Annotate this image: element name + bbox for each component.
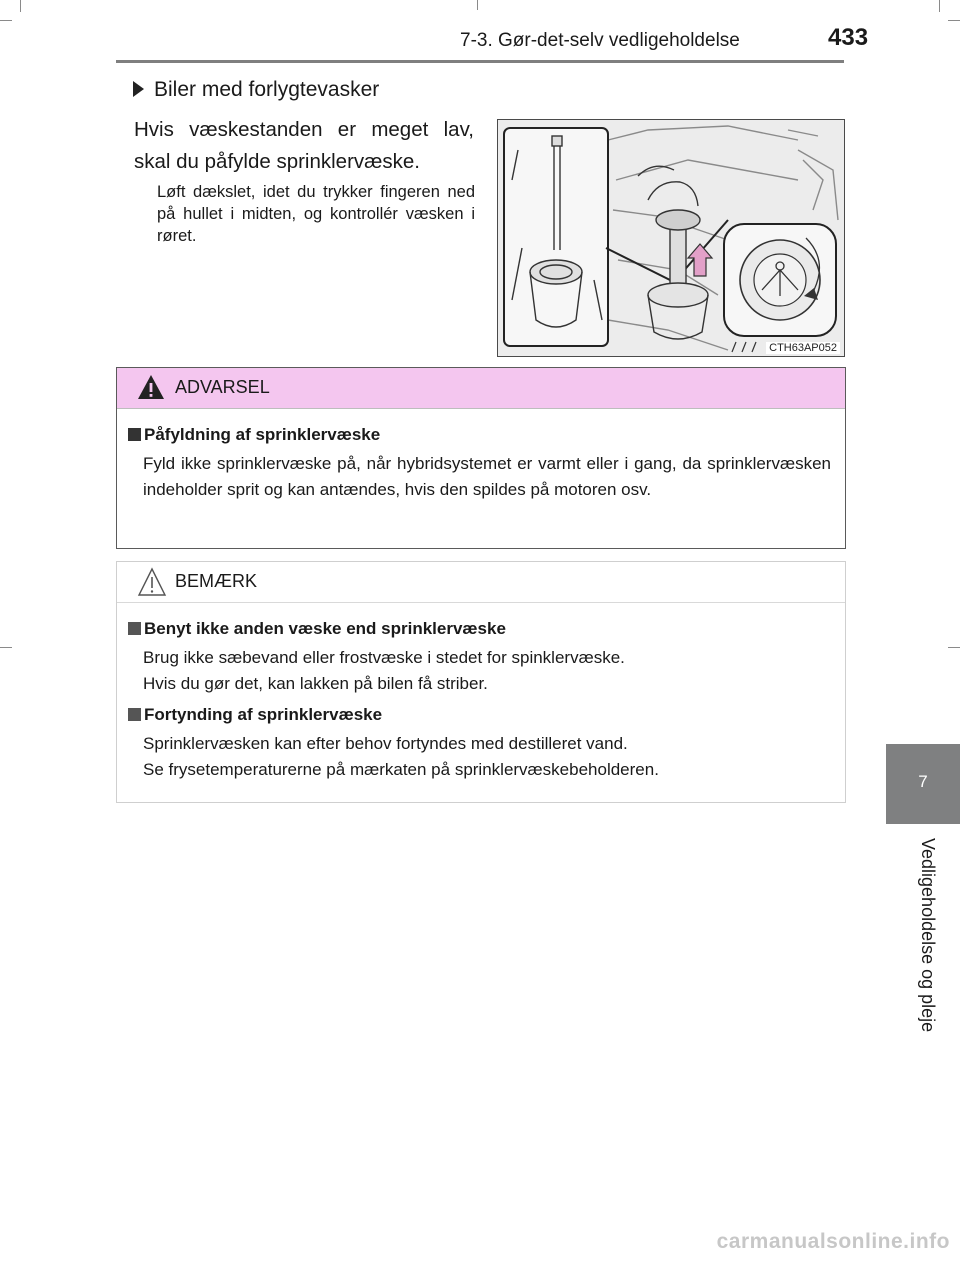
- crop-mark: [948, 647, 960, 648]
- crop-mark: [477, 0, 478, 10]
- crop-mark: [0, 20, 12, 21]
- instruction-paragraph: Løft dækslet, idet du trykker fingeren ned på hullet i midten, og kontrollér væsken i røret.: [157, 183, 475, 245]
- notice-box: [116, 561, 846, 803]
- triangle-bullet-icon: [133, 81, 144, 97]
- warning-body: [117, 409, 845, 525]
- notice-item-text: Brug ikke sæbevand eller frostvæske i stedet for spinklervæske. Hvis du gør det, kan lakken på bilen få striber.: [143, 648, 625, 693]
- illustration-drawing: [498, 120, 844, 356]
- square-bullet-icon: [128, 622, 141, 635]
- page-number: 433: [828, 24, 869, 51]
- watermark-site: carmanualsonline.info: [716, 1230, 950, 1253]
- notice-item-heading: Benyt ikke anden væske end sprinklervæske: [128, 619, 831, 639]
- crop-mark: [0, 647, 12, 648]
- chapter-number: 7: [886, 744, 960, 824]
- crop-mark: [948, 20, 960, 21]
- crop-mark: [939, 0, 940, 12]
- warning-title: ADVARSEL: [175, 377, 270, 397]
- section-title: 7-3. Gør-det-selv vedligeholdelse: [460, 30, 740, 51]
- notice-item-text: Sprinklervæsken kan efter behov fortyndes med destilleret vand. Se frysetemperaturerne på mærkaten på sprinklervæskebeholderen.: [143, 734, 659, 779]
- crop-mark: [20, 0, 21, 12]
- notice-body: [117, 603, 845, 805]
- warning-triangle-icon: [137, 373, 165, 406]
- square-bullet-icon: [128, 708, 141, 721]
- square-bullet-icon: [128, 428, 141, 441]
- notice-item-heading: Fortynding af sprinklervæske: [128, 705, 831, 725]
- notice-title: BEMÆRK: [175, 571, 258, 591]
- chapter-tab: [886, 744, 960, 1048]
- notice-triangle-icon: [137, 567, 167, 602]
- figure-code: CTH63AP052: [766, 342, 840, 354]
- intro-paragraph: Hvis væskestanden er meget lav, skal du påfylde sprinklervæske.: [134, 118, 474, 173]
- warning-header: [117, 368, 845, 409]
- washer-tank-illustration: [497, 119, 845, 357]
- subheading-text: Biler med forlygtevasker: [154, 78, 380, 101]
- notice-header: [117, 562, 845, 603]
- warning-item-text: Fyld ikke sprinklervæske på, når hybridsystemet er varmt eller i gang, da sprinklervæsken indeholder sprit og kan antændes, hvis den spildes på motoren osv.: [143, 454, 831, 499]
- warning-box: [116, 367, 846, 549]
- subheading: [133, 78, 379, 102]
- header-divider: [116, 60, 844, 63]
- warning-item-heading: Påfyldning af sprinklervæske: [128, 425, 831, 445]
- chapter-title: Vedligeholdelse og pleje: [918, 838, 938, 1033]
